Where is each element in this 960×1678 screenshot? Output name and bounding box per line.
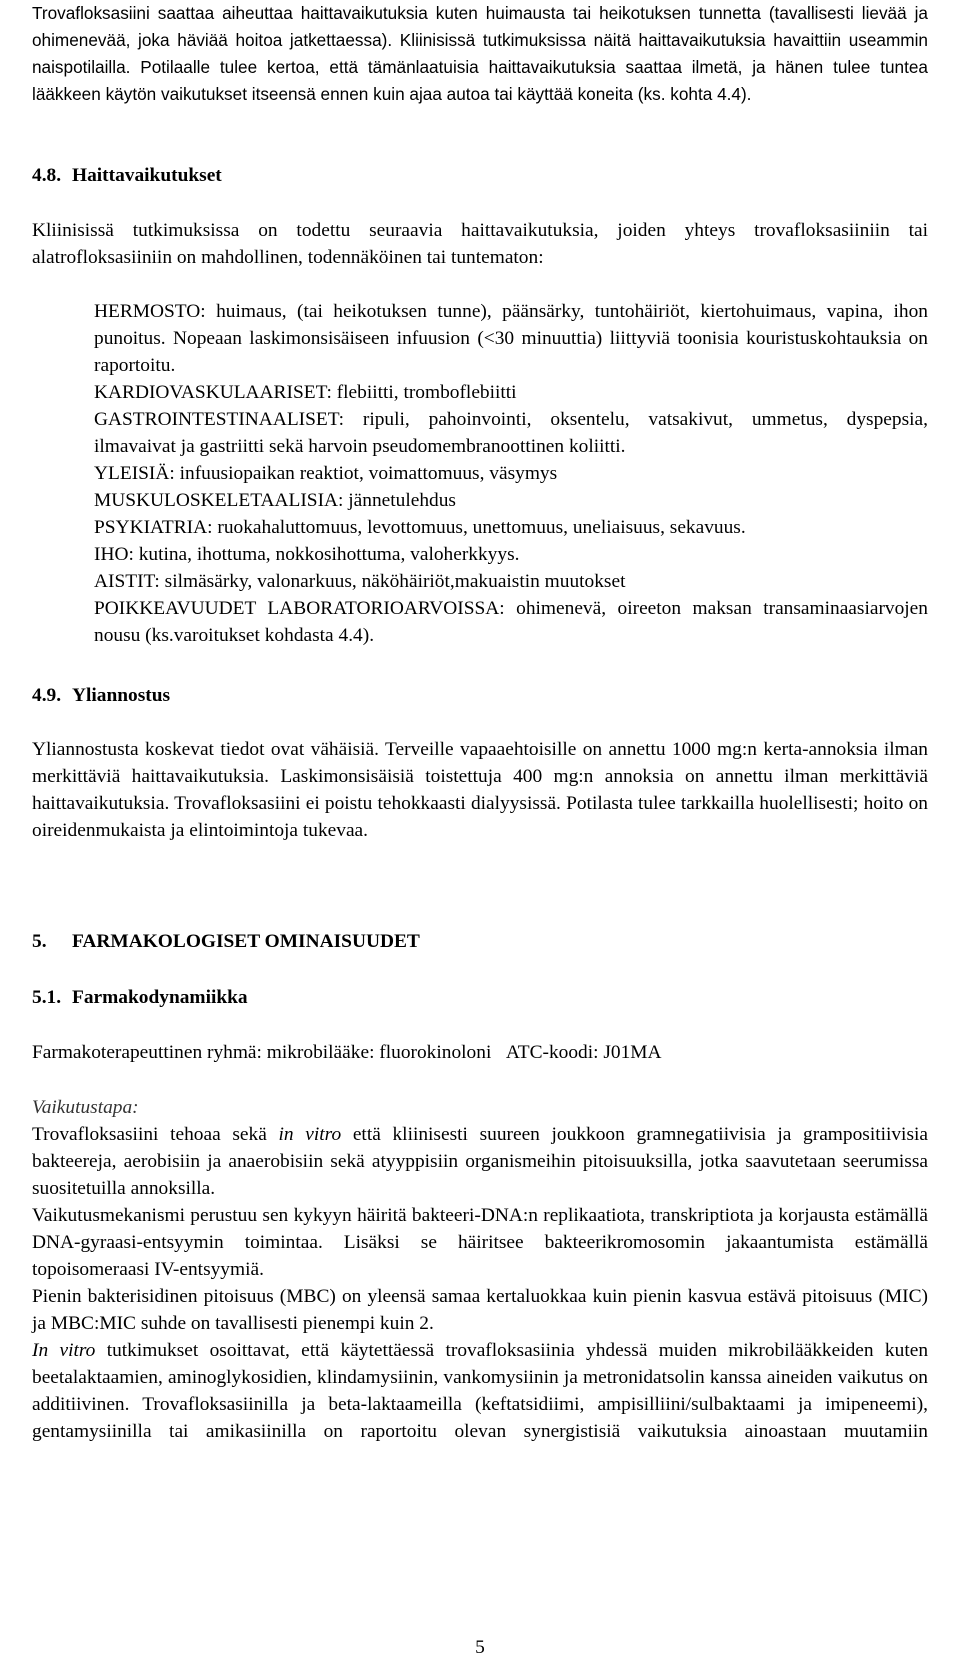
section-title: Farmakodynamiikka [72,987,248,1008]
adverse-list [94,298,928,649]
section-4-8-heading [32,162,222,189]
overdose-paragraph: Yliannostusta koskevat tiedot ovat vähäisiä. Terveille vapaaehtoisille on annettu 1000 mg:n kerta-annoksia ilman merkittäviä haittavaikutuksia. Laskimonsisäisiä toistettuja 400 mg:n annoksia on annettu ilman merkittäviä haittavaikutuksia. Trovafloksasiini ei poistu tehokkaasti dialyysissä. Potilasta tulee tarkkailla huolellisesti; hoito on oireidenmukaista ja elintoimintoja tukevaa. [32,739,928,841]
section-title: FARMAKOLOGISET OMINAISUUDET [72,931,420,952]
section-title: Haittavaikutukset [72,165,222,186]
pd-paragraph-3: Pienin bakterisidinen pitoisuus (MBC) on yleensä samaa kertaluokkaa kuin pienin kasvua estävä pitoisuus (MIC) ja MBC:MIC suhde on tavallisesti pienempi kuin 2. [32,1286,928,1334]
group-label: Farmakoterapeuttinen ryhmä: mikrobilääke: fluorokinoloni [32,1042,492,1063]
section-5-heading [32,928,420,955]
intro-paragraph: Trovafloksasiini saattaa aiheuttaa haittavaikutuksia kuten huimausta tai heikotuksen tunnetta (tavallisesti lievää ja ohimenevää, joka häviää hoitoa jatkettaessa). Kliinisissä tutkimuksissa näitä haittavaikutuksia havaittiin useammin naispotilailla. Potilaalle tulee kertoa, että tämänlaatuisia haittavaikutuksia saattaa ilmetä, ja hänen tulee tuntea lääkkeen käytön vaikutukset itseensä ennen kuin ajaa autoa tai käyttää koneita (ks. kohta 4.4). [32,3,928,104]
section-title: Yliannostus [72,685,171,706]
adverse-gastro: GASTROINTESTINAALISET: ripuli, pahoinvointi, oksentelu, vatsakivut, ummetus, dyspepsia, ilmavaivat ja gastriitti sekä harvoin pseudomembranoottinen koliitti. [94,409,928,457]
section-number: 5. [32,931,47,952]
mechanism-label: Vaikutustapa: [32,1097,139,1118]
section-4-9-heading [32,682,170,709]
adverse-musk: MUSKULOSKELETAALISIA: jännetulehdus [94,490,456,511]
pharmacotherapeutic-group [32,1039,928,1066]
pharmacodynamics-body [32,1121,928,1445]
adverse-hermosto: HERMOSTO: huimaus, (tai heikotuksen tunne), päänsärky, tuntohäiriöt, kiertohuimaus, vapina, ihon punoitus. Nopeaan laskimonsisäiseen infuusion (<30 minuuttia) liittyviä toonisia kouristuskohtauksia on raportoitu. [94,301,928,376]
page-number: 5 [475,1637,485,1658]
adverse-lab: POIKKEAVUUDET LABORATORIOARVOISSA: ohimenevä, oireeton maksan transaminaasiarvojen nousu (ks.varoitukset kohdasta 4.4). [94,598,928,646]
section-5-1-heading [32,984,248,1011]
adverse-psyk: PSYKIATRIA: ruokahaluttomuus, levottomuus, unettomuus, uneliaisuus, sekavuus. [94,517,746,538]
section-number: 5.1. [32,987,62,1008]
adverse-intro: Kliinisissä tutkimuksissa on todettu seuraavia haittavaikutuksia, joiden yhteys trovafloksasiiniin tai alatrofloksasiiniin on mahdollinen, todennäköinen tai tuntematon: [32,220,928,268]
adverse-aistit: AISTIT: silmäsärky, valonarkuus, näköhäiriöt,makuaistin muutokset [94,571,626,592]
section-number: 4.9. [32,685,62,706]
pd-paragraph-1: Trovafloksasiini tehoaa sekä in vitro että kliinisesti suureen joukkoon gramnegatiivisia ja grampositiivisia bakteereja, aerobisiin ja anaerobisiin sekä atyyppisiin organismeihin pitoisuuksilla, jotka saavutetaan seerumissa suositetuilla annoksilla. [32,1124,928,1199]
pd-paragraph-4: In vitro tutkimukset osoittavat, että käytettäessä trovafloksasiinia yhdessä muiden mikrobilääkkeiden kuten beetalaktaamien, aminoglykosidien, klindamysiinin, vankomysiinin ja metronidatsolin kanssa aineiden vaikutus on additiivinen. Trovafloksasiinilla ja beta-laktaameilla (keftatsidiimi, ampisilliini/sulbaktaami ja imipeneemi), gentamysiinilla tai amikasiinilla on raportoitu olevan synergistisiä vaikutuksia ainoastaan muutamiin [32,1340,929,1442]
adverse-kardio: KARDIOVASKULAARISET: flebiitti, tromboflebiitti [94,382,517,403]
atc-code: ATC-koodi: J01MA [505,1042,662,1063]
adverse-iho: IHO: kutina, ihottuma, nokkosihottuma, valoherkkyys. [94,544,520,565]
section-number: 4.8. [32,165,62,186]
adverse-yleisia: YLEISIÄ: infuusiopaikan reaktiot, voimattomuus, väsymys [94,463,558,484]
pd-paragraph-2: Vaikutusmekanismi perustuu sen kykyyn häiritä bakteeri-DNA:n replikaatiota, transkriptiota ja korjausta estämällä DNA-gyraasi-entsyymin toimintaa. Lisäksi se häiritsee bakteerikromosomin jakaantumista estämällä topoisomeraasi IV-entsyymiä. [32,1205,928,1280]
